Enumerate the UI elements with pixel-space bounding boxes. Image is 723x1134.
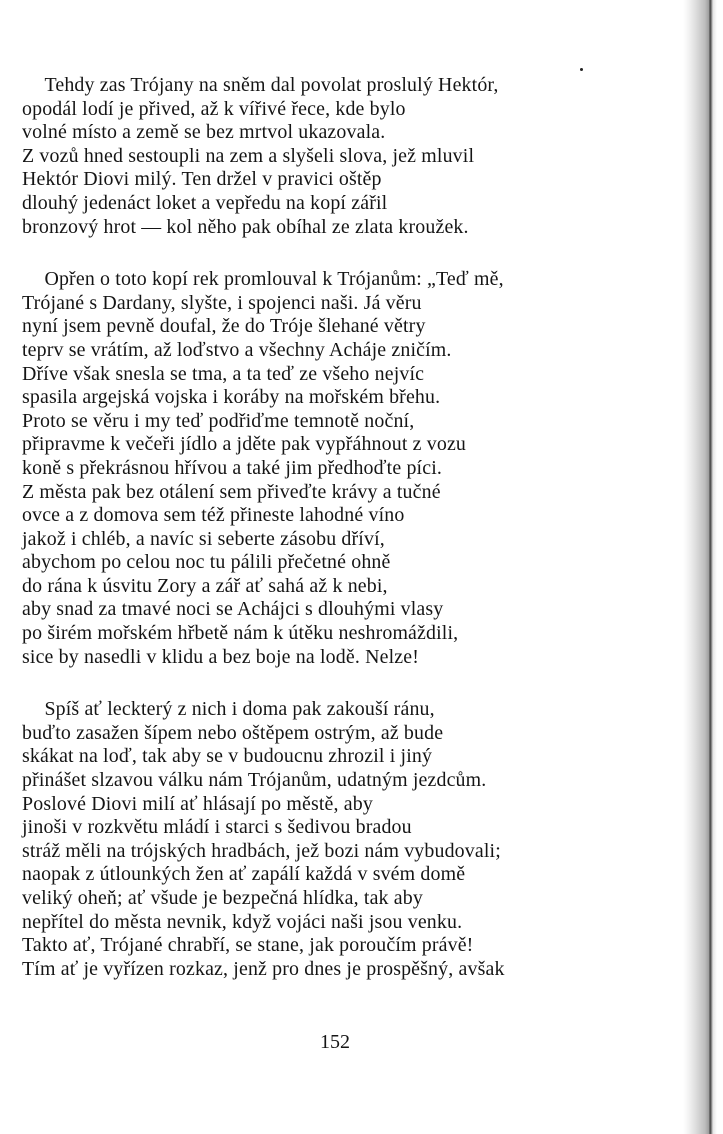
verse-line: Takto ať, Trójané chrabří, se stane, jak poroučím právě! <box>22 935 474 957</box>
verse-line: stráž měli na trójských hradbách, jež bozi nám vybudovali; <box>22 840 501 862</box>
page-number: 152 <box>320 1031 350 1053</box>
verse-line: spasila argejská vojska i koráby na mořském břehu. <box>22 387 441 409</box>
verse-line: Spíš ať leckterý z nich i doma pak zakouší ránu, <box>44 699 435 721</box>
verse-line: naopak z útlounkých žen ať zapálí každá v svém domě <box>22 864 466 886</box>
verse-line: do rána k úsvitu Zory a zář ať sahá až k nebi, <box>22 575 388 597</box>
verse-line: Tím ať je vyřízen rozkaz, jenž pro dnes je prospěšný, avšak <box>22 958 505 980</box>
verse-line: Proto se věru i my teď podřiďme temnotě noční, <box>22 410 415 432</box>
verse-line: Opřen o toto kopí rek promlouval k Trójanům: „Teď mě, <box>44 269 504 291</box>
verse-line: Trójané s Dardany, slyšte, i spojenci naši. Já věru <box>22 292 422 314</box>
verse-line: Hektór Diovi milý. Ten držel v pravici oštěp <box>22 169 382 191</box>
verse-line: Dříve však snesla se tma, a ta teď ze všeho nejvíc <box>22 363 425 385</box>
verse-line: Z města pak bez otálení sem přiveďte krávy a tučné <box>22 481 441 503</box>
verse-line: opodál lodí je přived, až k vířivé řece, kde bylo <box>22 98 406 120</box>
stanza-3 <box>22 698 675 981</box>
verse-line: připravme k večeři jídlo a jděte pak vypřáhnout z vozu <box>22 434 467 456</box>
verse-line: přinášet slzavou válku nám Trójanům, udatným jezdcům. <box>22 770 487 792</box>
verse-line: jakož i chléb, a navíc si seberte zásobu dříví, <box>22 528 385 550</box>
verse-line: Z vozů hned sestoupli na zem a slyšeli slova, jež mluvil <box>22 145 475 167</box>
verse-line: ovce a z domova sem též přineste lahodné víno <box>22 505 405 527</box>
verse-line: po širém mořském hřbetě nám k útěku neshromáždili, <box>22 623 459 645</box>
verse-line: nyní jsem pevně doufal, že do Tróje šlehané větry <box>22 316 426 338</box>
verse-line: Tehdy zas Trójany na sněm dal povolat proslulý Hektór, <box>44 75 499 96</box>
verse-line: dlouhý jedenáct loket a vepředu na kopí zářil <box>22 192 388 214</box>
verse-line: skákat na loď, tak aby se v budoucnu zhrozil i jiný <box>22 746 433 768</box>
verse-line: aby snad za tmavé noci se Achájci s dlouhými vlasy <box>22 599 444 621</box>
verse-line: teprv se vrátím, až loďstvo a všechny Acháje zničím. <box>22 339 452 361</box>
poem-text <box>22 74 675 1010</box>
book-spine-shadow <box>683 0 723 1134</box>
verse-line: nepřítel do města nevnik, když vojáci naši jsou venku. <box>22 911 463 933</box>
verse-line: koně s překrásnou hřívou a také jim předhoďte píci. <box>22 457 443 479</box>
verse-line: bronzový hrot — kol něho pak obíhal ze zlata kroužek. <box>22 216 469 238</box>
verse-line: sice by nasedli v klidu a bez boje na lodě. Nelze! <box>22 646 420 668</box>
verse-line: Poslové Diovi milí ať hlásají po městě, aby <box>22 793 373 815</box>
stanza-1 <box>22 74 675 239</box>
print-speck <box>580 68 583 71</box>
verse-line: volné místo a země se bez mrtvol ukazovala. <box>22 122 386 144</box>
verse-line: abychom po celou noc tu pálili přečetné ohně <box>22 552 391 574</box>
verse-line: buďto zasažen šípem nebo oštěpem ostrým, až bude <box>22 722 444 744</box>
stanza-2 <box>22 268 675 669</box>
verse-line: jinoši v rozkvětu mládí i starci s šedivou bradou <box>22 817 412 839</box>
verse-line: veliký oheň; ať všude je bezpečná hlídka, tak aby <box>22 888 423 909</box>
